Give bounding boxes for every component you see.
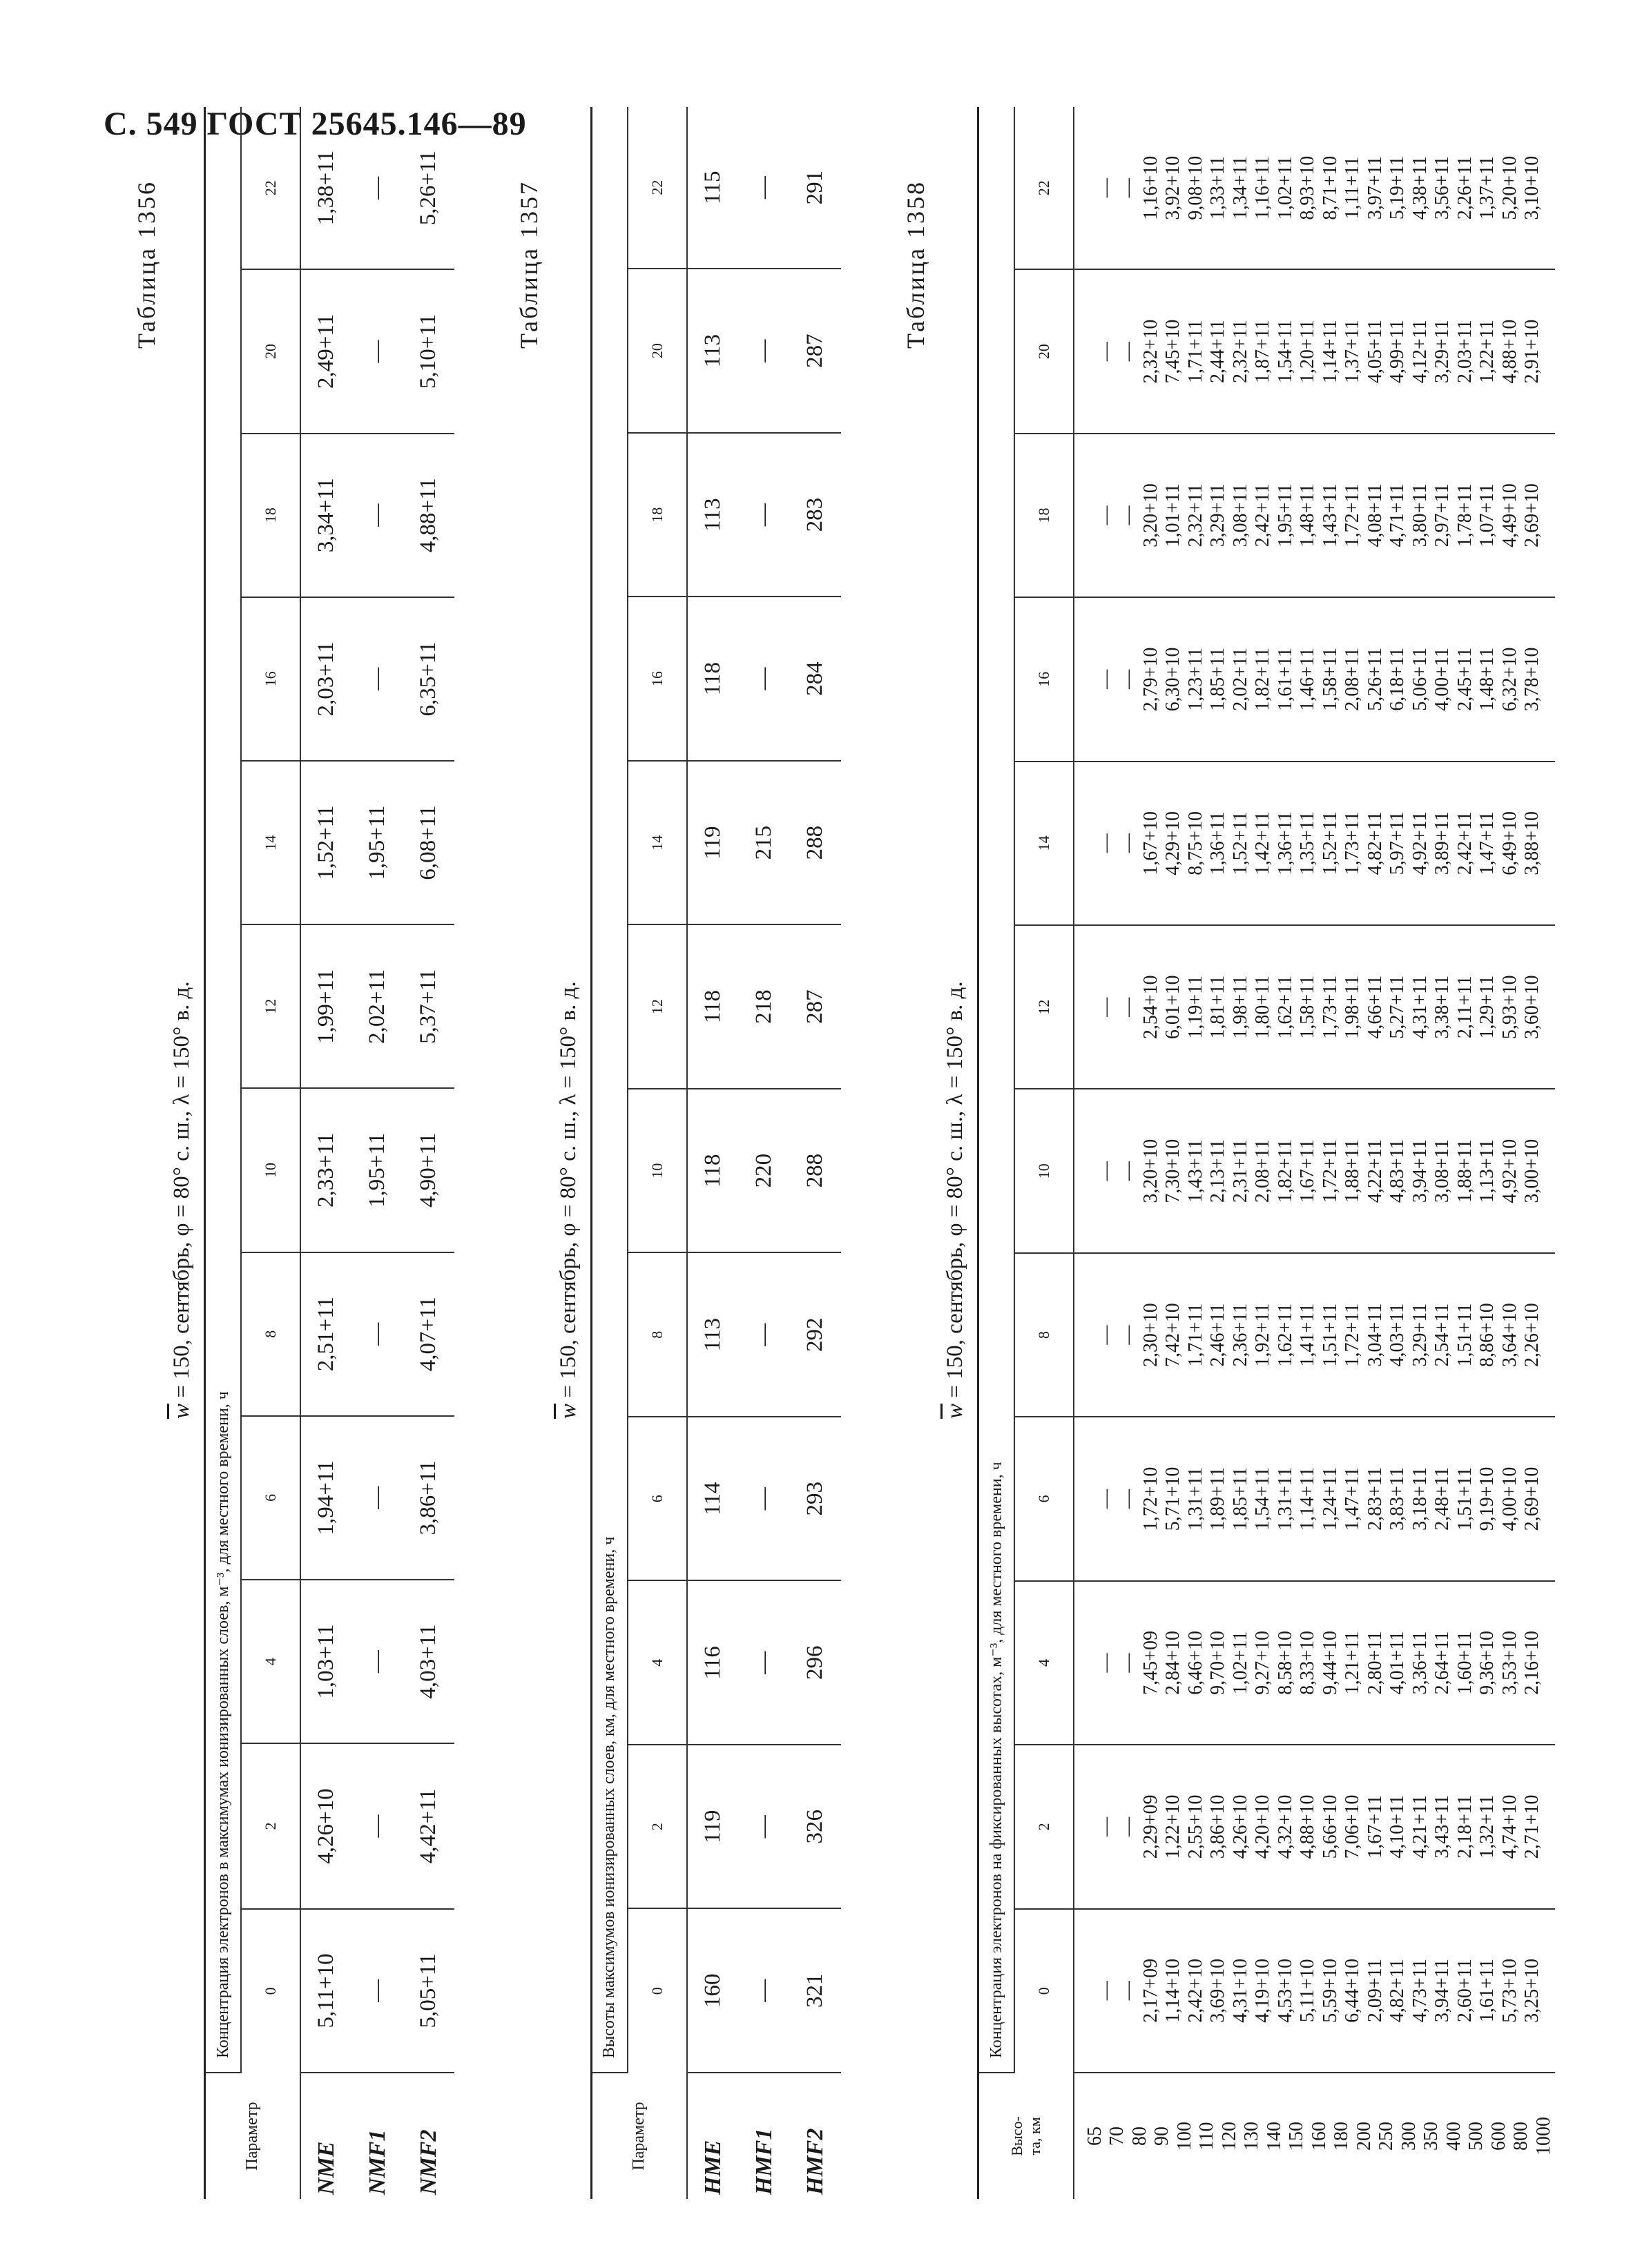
hour-header: 12 — [628, 924, 687, 1089]
value-column: — — 3,20+10 7,30+10 1,43+11 2,13+11 2,31+11 2,08+11 1,82+11 1,67+11 1,72+11 1,88+11 4,22+11 4,83+11 3,94+11 3,08+11 1,88+11 1,13+11 4,92+10 3,00+10 — [1074, 1089, 1556, 1252]
hour-header: 0 — [1014, 1909, 1074, 2073]
value-cell: 288 — [790, 761, 841, 925]
hour-header: 8 — [241, 1252, 300, 1416]
param-name: NMF2 — [415, 2129, 441, 2195]
value-cell: — — [739, 1580, 790, 1745]
param-name: HMF2 — [802, 2128, 828, 2195]
value-cell: 6,35+11 — [403, 597, 454, 761]
table-1357-caption: Высоты максимумов ионизированных слоев, км, для местного времени, ч — [592, 107, 628, 2073]
value-cell: 1,99+11 — [300, 924, 352, 1088]
value-cell: 220 — [739, 1089, 790, 1253]
value-cell: 4,88+11 — [403, 434, 454, 597]
hour-header: 0 — [241, 1909, 300, 2073]
value-cell: 5,10+11 — [403, 269, 454, 433]
value-cell: 1,94+11 — [300, 1416, 352, 1580]
param-header: Параметр — [205, 2073, 300, 2199]
value-cell: — — [352, 1416, 403, 1580]
value-column: — — 2,29+09 1,22+10 2,55+10 3,86+10 4,26+10 4,20+10 4,32+10 4,88+10 5,66+10 7,06+10 1,67+11 4,10+11 4,21+11 3,43+11 2,18+11 1,32+11 4,74+10 2,71+10 — [1074, 1745, 1556, 1908]
value-cell: 4,42+11 — [403, 1743, 454, 1909]
table-row — [790, 107, 841, 2199]
hour-header: 14 — [1014, 762, 1074, 925]
hour-header: 16 — [1014, 597, 1074, 761]
value-column: — — 2,30+10 7,42+10 1,71+11 2,46+11 2,36+11 1,92+11 1,62+11 1,41+11 1,51+11 1,72+11 3,04+11 4,03+11 3,29+11 2,54+11 1,51+11 8,86+10 3,64+10 2,26+10 — [1074, 1253, 1556, 1417]
value-cell: — — [352, 1909, 403, 2073]
hour-header: 16 — [628, 597, 687, 761]
hour-header: 0 — [628, 1908, 687, 2073]
hour-header: 12 — [1014, 925, 1074, 1089]
value-cell: 115 — [687, 107, 739, 269]
value-cell: 1,95+11 — [352, 1088, 403, 1252]
value-cell: 326 — [790, 1745, 841, 1909]
value-cell: 283 — [790, 433, 841, 597]
table-row — [403, 107, 454, 2199]
table-1356-label: Таблица 1356 — [133, 180, 160, 349]
hour-header: 20 — [241, 269, 300, 433]
value-cell: 160 — [687, 1908, 739, 2073]
hour-header: 14 — [628, 761, 687, 925]
hour-header: 6 — [1014, 1417, 1074, 1580]
table-1358-caption: Концентрация электронов на фиксированных высотах, м⁻³, для местного времени, ч — [978, 107, 1014, 2073]
table-1357-conditions: $\overline{w} = 150$, сентябрь, φ = 80° с. ш., λ = 150° в. д. — [556, 981, 581, 1419]
value-column: — — 2,17+09 1,14+10 2,42+10 3,69+10 4,31+10 4,19+10 4,53+10 5,11+10 5,59+10 6,44+10 2,09+11 4,82+11 4,73+11 3,94+11 2,60+11 1,61+11 5,73+10 3,25+10 — [1074, 1909, 1556, 2073]
table-1356 — [204, 107, 454, 2199]
value-cell: 119 — [687, 1745, 739, 1909]
hour-header: 22 — [1014, 107, 1074, 269]
hour-header: 4 — [1014, 1581, 1074, 1745]
hour-header: 2 — [1014, 1745, 1074, 1908]
value-cell: — — [352, 107, 403, 269]
hour-header: 20 — [628, 269, 687, 433]
value-cell: 2,49+11 — [300, 269, 352, 433]
value-cell: — — [739, 107, 790, 269]
value-cell: 5,26+11 — [403, 107, 454, 269]
value-cell: — — [739, 1745, 790, 1909]
table-row — [352, 107, 403, 2199]
value-cell: 1,95+11 — [352, 761, 403, 924]
value-cell: 118 — [687, 597, 739, 761]
hour-header: 14 — [241, 761, 300, 924]
value-cell: 296 — [790, 1580, 841, 1745]
value-cell: 284 — [790, 597, 841, 761]
value-cell: 2,03+11 — [300, 597, 352, 761]
value-cell: — — [739, 269, 790, 433]
param-name: HMF1 — [751, 2128, 777, 2195]
value-cell: 113 — [687, 269, 739, 433]
value-cell: 113 — [687, 1252, 739, 1417]
table-1357-label: Таблица 1357 — [515, 180, 543, 349]
value-cell: 119 — [687, 761, 739, 925]
hour-header: 16 — [241, 597, 300, 761]
table-row — [1074, 107, 1556, 2199]
value-cell: — — [739, 1417, 790, 1581]
hour-header: 18 — [241, 434, 300, 597]
hour-header: 18 — [1014, 434, 1074, 597]
value-cell: 5,37+11 — [403, 924, 454, 1088]
table-1357 — [590, 107, 841, 2199]
value-column: — — 2,54+10 6,01+10 1,19+11 1,81+11 1,98+11 1,80+11 1,62+11 1,58+11 1,73+11 1,98+11 4,66+11 5,27+11 4,31+11 3,38+11 2,11+11 1,29+11 5,93+10 3,60+10 — [1074, 925, 1556, 1089]
value-cell: 292 — [790, 1252, 841, 1417]
hour-header: 10 — [241, 1088, 300, 1252]
value-cell: 116 — [687, 1580, 739, 1745]
value-cell: 114 — [687, 1417, 739, 1581]
value-column: — — 3,20+10 1,01+11 2,32+11 3,29+11 3,08+11 2,42+11 1,95+11 1,48+11 1,43+11 1,72+11 4,08+11 4,71+11 3,80+11 2,97+11 1,78+11 1,07+11 4,49+10 2,69+10 — [1074, 434, 1556, 597]
value-cell: — — [352, 1580, 403, 1743]
table-row — [300, 107, 352, 2199]
rotated-content — [133, 107, 1554, 2199]
value-cell: — — [352, 1252, 403, 1416]
value-cell: — — [739, 433, 790, 597]
value-column: — — 2,32+10 7,45+10 1,71+11 2,44+11 2,32+11 1,87+11 1,54+11 1,20+11 1,14+11 1,37+11 4,05+11 4,99+11 4,12+11 3,29+11 2,03+11 1,22+11 4,88+10 2,91+10 — [1074, 269, 1556, 433]
value-cell: 4,26+10 — [300, 1743, 352, 1909]
table-1356-caption: Концентрация электронов в максимумах ионизированных слоев, м⁻³, для местного времени, ч — [205, 107, 241, 2073]
hour-header: 22 — [241, 107, 300, 269]
value-cell: 215 — [739, 761, 790, 925]
value-cell: 6,08+11 — [403, 761, 454, 924]
value-cell: 288 — [790, 1089, 841, 1253]
table-1358 — [977, 107, 1555, 2199]
value-cell: 5,05+11 — [403, 1909, 454, 2073]
hour-header: 12 — [241, 924, 300, 1088]
value-cell: 118 — [687, 924, 739, 1089]
value-cell: 1,38+11 — [300, 107, 352, 269]
value-cell: — — [352, 1743, 403, 1909]
hour-header: 6 — [241, 1416, 300, 1580]
value-cell: 4,03+11 — [403, 1580, 454, 1743]
hour-header: 10 — [628, 1089, 687, 1253]
value-cell: 4,07+11 — [403, 1252, 454, 1416]
value-cell: — — [739, 597, 790, 761]
value-cell: 4,90+11 — [403, 1088, 454, 1252]
param-header: Параметр — [592, 2073, 687, 2199]
page-header: С. 549 ГОСТ 25645.146—89 — [104, 106, 527, 142]
value-column: — — 2,79+10 6,30+10 1,23+11 1,85+11 2,02+11 1,82+11 1,61+11 1,46+11 1,58+11 2,08+11 5,26+11 6,18+11 5,06+11 4,00+11 2,45+11 1,48+11 6,32+10 3,78+10 — [1074, 597, 1556, 761]
altitude-column: 65 70 80 90 100 110 120 130 140 150 160 180 200 250 300 350 400 500 600 800 1000 — [1083, 2117, 1554, 2155]
value-cell: 5,11+10 — [300, 1909, 352, 2073]
value-cell: — — [352, 434, 403, 597]
value-cell: 2,02+11 — [352, 924, 403, 1088]
value-cell: 2,33+11 — [300, 1088, 352, 1252]
table-row — [687, 107, 739, 2199]
value-cell: — — [352, 597, 403, 761]
hour-header: 4 — [628, 1580, 687, 1745]
table-1356-conditions: $\overline{w} = 150$, сентябрь, φ = 80° с. ш., λ = 150° в. д. — [169, 981, 194, 1419]
value-cell: — — [352, 269, 403, 433]
param-name: NME — [313, 2141, 339, 2195]
hour-header: 18 — [628, 433, 687, 597]
value-cell: 2,51+11 — [300, 1252, 352, 1416]
hour-header: 8 — [1014, 1253, 1074, 1417]
value-cell: 1,03+11 — [300, 1580, 352, 1743]
table-row — [739, 107, 790, 2199]
hour-header: 2 — [241, 1743, 300, 1909]
value-cell: 1,52+11 — [300, 761, 352, 924]
value-cell: 3,34+11 — [300, 434, 352, 597]
hour-header: 8 — [628, 1252, 687, 1417]
value-cell: — — [739, 1908, 790, 2073]
value-cell: — — [739, 1252, 790, 1417]
hour-header: 10 — [1014, 1089, 1074, 1252]
value-cell: 3,86+11 — [403, 1416, 454, 1580]
value-column: — — 7,45+09 2,84+10 6,46+10 9,70+10 1,02+11 9,27+10 8,58+10 8,33+10 9,44+10 1,21+11 2,80+11 4,01+11 3,36+11 2,64+11 1,60+11 9,36+10 3,53+10 2,16+10 — [1074, 1581, 1556, 1745]
value-column: — — 1,16+10 3,92+10 9,08+10 1,33+11 1,34+11 1,16+11 1,02+11 8,93+10 8,71+10 1,11+11 3,97+11 5,19+11 4,38+11 3,56+11 2,26+11 1,37+11 5,20+10 3,10+10 — [1074, 107, 1556, 269]
value-column: — — 1,72+10 5,71+10 1,31+11 1,89+11 1,85+11 1,54+11 1,31+11 1,14+11 1,24+11 1,47+11 2,83+11 3,83+11 3,18+11 2,48+11 1,51+11 9,19+10 4,00+10 2,69+10 — [1074, 1417, 1556, 1580]
param-name: HME — [699, 2140, 726, 2195]
value-column: — — 1,67+10 4,29+10 8,75+10 1,36+11 1,52+11 1,42+11 1,36+11 1,35+11 1,52+11 1,73+11 4,82+11 5,97+11 4,92+11 3,89+11 2,42+11 1,47+11 6,49+10 3,88+10 — [1074, 762, 1556, 925]
value-cell: 218 — [739, 924, 790, 1089]
value-cell: 287 — [790, 924, 841, 1089]
altitude-header: Высо- та, км — [978, 2073, 1074, 2199]
param-name: NMF1 — [364, 2129, 390, 2195]
hour-header: 6 — [628, 1417, 687, 1581]
value-cell: 321 — [790, 1908, 841, 2073]
table-1358-conditions: $\overline{w} = 150$, сентябрь, φ = 80° с. ш., λ = 150° в. д. — [943, 981, 967, 1419]
value-cell: 113 — [687, 433, 739, 597]
value-cell: 118 — [687, 1089, 739, 1253]
value-cell: 287 — [790, 269, 841, 433]
table-1358-label: Таблица 1358 — [902, 180, 929, 349]
value-cell: 291 — [790, 107, 841, 269]
hour-header: 22 — [628, 107, 687, 269]
hour-header: 4 — [241, 1580, 300, 1743]
hour-header: 20 — [1014, 269, 1074, 433]
hour-header: 2 — [628, 1745, 687, 1909]
value-cell: 293 — [790, 1417, 841, 1581]
